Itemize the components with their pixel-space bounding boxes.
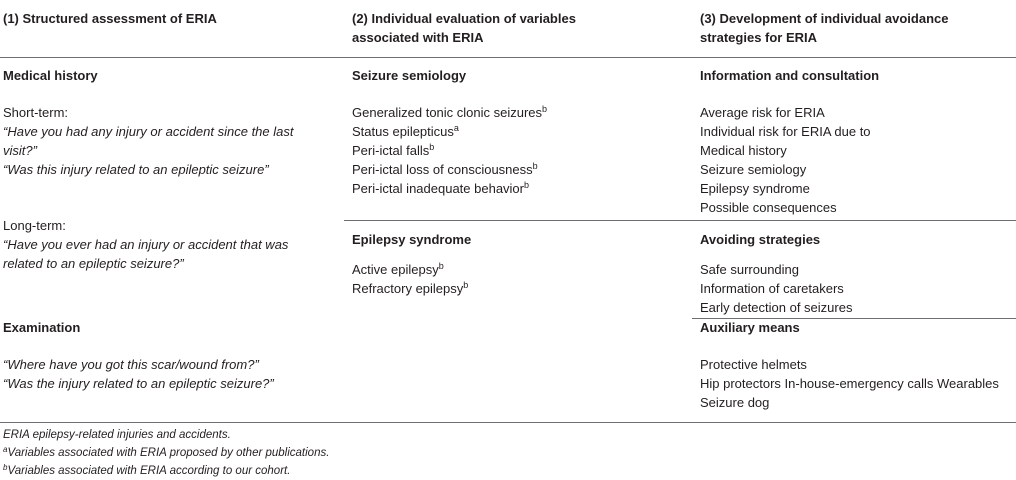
header-col2-line2: associated with ERIA <box>352 30 484 45</box>
syndrome-item: Refractory epilepsy$^b$ <box>352 280 469 296</box>
information-item: Seizure semiology <box>700 162 807 177</box>
information-item: Average risk for ERIA <box>700 105 825 120</box>
footnote-b: $^b$Variables associated with ERIA according to our cohort. <box>3 463 291 477</box>
examination-question-1: “Where have you got this scar/wound from?” <box>3 357 259 372</box>
long-term-label: Long-term: <box>3 218 66 233</box>
semiology-item: Status epilepticus$^a$ <box>352 123 459 139</box>
avoiding-item: Information of caretakers <box>700 281 844 296</box>
information-title: Information and consultation <box>700 68 880 83</box>
semiology-item: Peri-ictal loss of consciousness$^b$ <box>352 161 538 177</box>
table-bottom-rule <box>0 422 1016 423</box>
header-col2-line1: (2) Individual evaluation of variables <box>352 11 576 26</box>
examination-title: Examination <box>3 320 81 335</box>
examination-question-2: “Was the injury related to an epileptic seizure?” <box>3 376 274 391</box>
avoiding-title: Avoiding strategies <box>700 232 821 247</box>
short-term-question-1b: visit?” <box>3 143 37 158</box>
seizure-semiology-title: Seizure semiology <box>352 68 467 83</box>
long-term-question-1a: “Have you ever had an injury or accident that was <box>3 237 289 252</box>
medical-history-title: Medical history <box>3 68 98 83</box>
header-col3-line2: strategies for ERIA <box>700 30 818 45</box>
syndrome-item: Active epilepsy$^b$ <box>352 261 444 277</box>
short-term-question-1a: “Have you had any injury or accident since the last <box>3 124 294 139</box>
header-bottom-rule <box>0 57 1016 58</box>
long-term-question-1b: related to an epileptic seizure?” <box>3 256 184 271</box>
footnote-a: $^a$Variables associated with ERIA proposed by other publications. <box>3 445 330 459</box>
information-item: Individual risk for ERIA due to <box>700 124 871 139</box>
information-item: Medical history <box>700 143 787 158</box>
epilepsy-syndrome-title: Epilepsy syndrome <box>352 232 472 247</box>
header-col3-line1: (3) Development of individual avoidance <box>700 11 949 26</box>
avoiding-item: Safe surrounding <box>700 262 800 277</box>
information-item: Possible consequences <box>700 200 837 215</box>
semiology-item: Peri-ictal inadequate behavior$^b$ <box>352 180 530 196</box>
semiology-item: Peri-ictal falls$^b$ <box>352 142 435 158</box>
auxiliary-item: Hip protectors In-house-emergency calls Wearables <box>700 376 999 391</box>
auxiliary-item: Seizure dog <box>700 395 770 410</box>
short-term-question-2: “Was this injury related to an epileptic seizure” <box>3 162 269 177</box>
short-term-label: Short-term: <box>3 105 69 120</box>
avoiding-item: Early detection of seizures <box>700 300 853 315</box>
semiology-item: Generalized tonic clonic seizures$^b$ <box>352 104 548 120</box>
information-item: Epilepsy syndrome <box>700 181 810 196</box>
col2-section-rule <box>344 220 1016 221</box>
auxiliary-item: Protective helmets <box>700 357 807 372</box>
auxiliary-title: Auxiliary means <box>700 320 800 335</box>
header-col1: (1) Structured assessment of ERIA <box>3 11 217 26</box>
footnote-abbreviation: ERIA epilepsy-related injuries and accidents. <box>3 429 231 441</box>
